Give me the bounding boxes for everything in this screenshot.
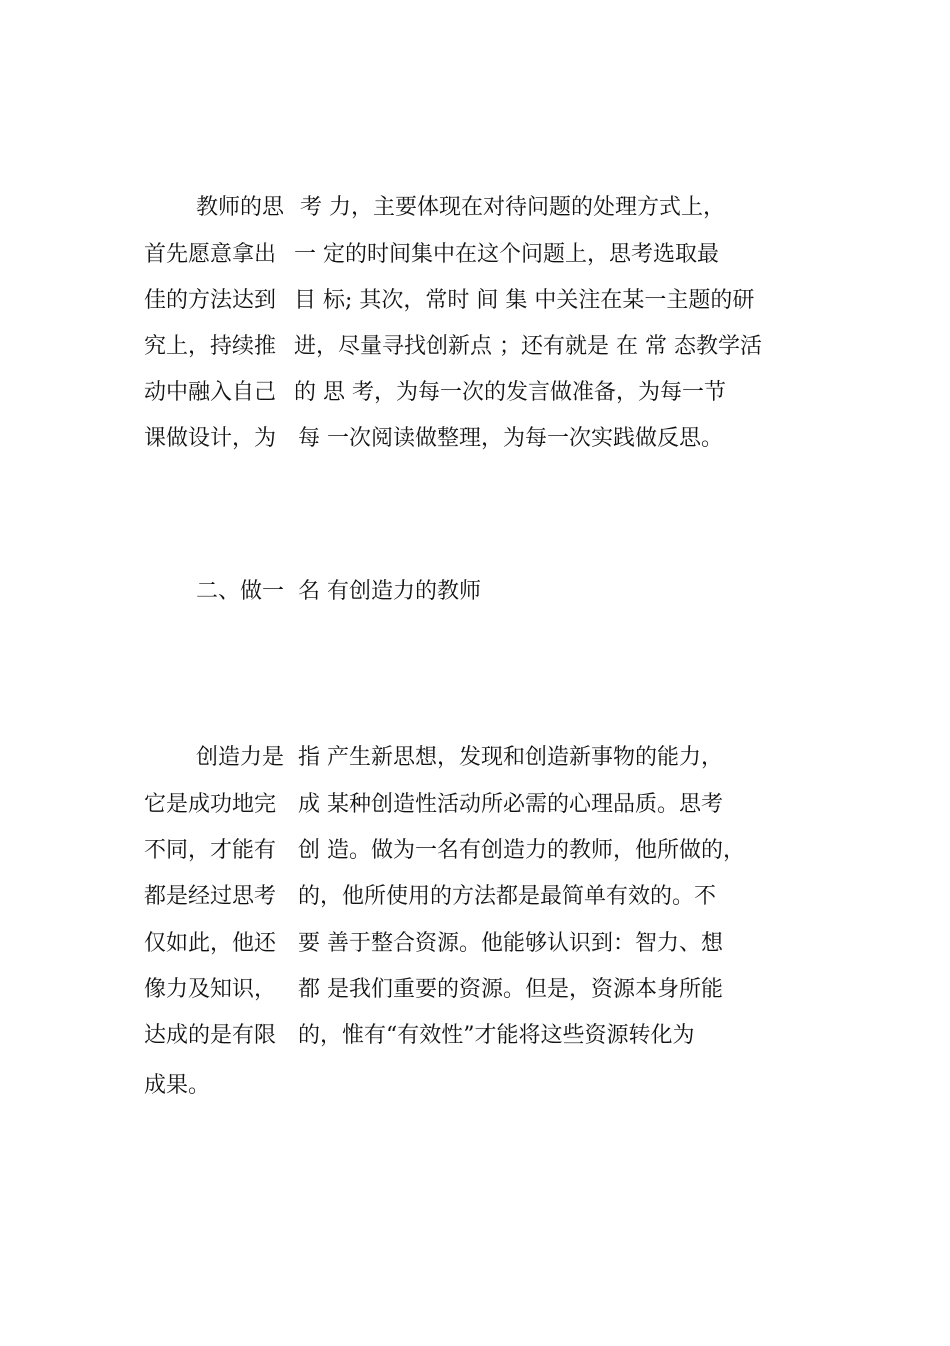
line-right-segment: 都 是我们重要的资源。但是，资源本身所能	[298, 977, 723, 1002]
line-left-segment: 究上，持续推	[144, 334, 277, 359]
line-left-segment: 它是成功地完	[144, 792, 277, 817]
line-right-segment: 一 定的时间集中在这个问题上，思考选取最	[294, 242, 719, 267]
line-left-segment: 教师的思	[196, 195, 285, 220]
line-right-segment: 的，惟有“有效性”才能将这些资源转化为	[298, 1023, 695, 1048]
line-left-segment: 创造力是	[196, 745, 285, 770]
heading-left-segment: 二、做一	[196, 579, 285, 604]
line-left-segment: 课做设计，为	[144, 426, 277, 451]
line-left-segment: 都是经过思考	[144, 884, 277, 909]
line-left-segment: 像力及知识，	[144, 977, 277, 1002]
line-left-segment: 成果。	[144, 1073, 211, 1098]
line-right-segment: 目 标; 其次，常时 间 集 中关注在某一主题的研	[294, 288, 755, 313]
line-right-segment: 成 某种创造性活动所必需的心理品质。思考	[298, 792, 723, 817]
line-left-segment: 动中融入自己	[144, 380, 277, 405]
line-left-segment: 首先愿意拿出	[144, 242, 277, 267]
line-left-segment: 仅如此，他还	[144, 931, 277, 956]
line-right-segment: 指 产生新思想，发现和创造新事物的能力，	[298, 745, 723, 770]
line-right-segment: 考 力，主要体现在对待问题的处理方式上，	[300, 195, 725, 220]
line-right-segment: 创 造。做为一名有创造力的教师，他所做的，	[298, 838, 745, 863]
line-right-segment: 的，他所使用的方法都是最简单有效的。不	[298, 884, 717, 909]
heading-right-segment: 名 有创造力的教师	[298, 579, 481, 604]
line-left-segment: 不同，才能有	[144, 838, 277, 863]
line-left-segment: 达成的是有限	[144, 1023, 277, 1048]
line-right-segment: 要 善于整合资源。他能够认识到：智力、想	[298, 931, 723, 956]
line-right-segment: 每 一次阅读做整理，为每一次实践做反思。	[298, 426, 723, 451]
line-right-segment: 的 思 考，为每一次的发言做准备，为每一节	[294, 380, 726, 405]
line-right-segment: 进，尽量寻找创新点 ；还有就是 在 常 态教学活	[294, 334, 762, 359]
line-left-segment: 佳的方法达到	[144, 288, 277, 313]
